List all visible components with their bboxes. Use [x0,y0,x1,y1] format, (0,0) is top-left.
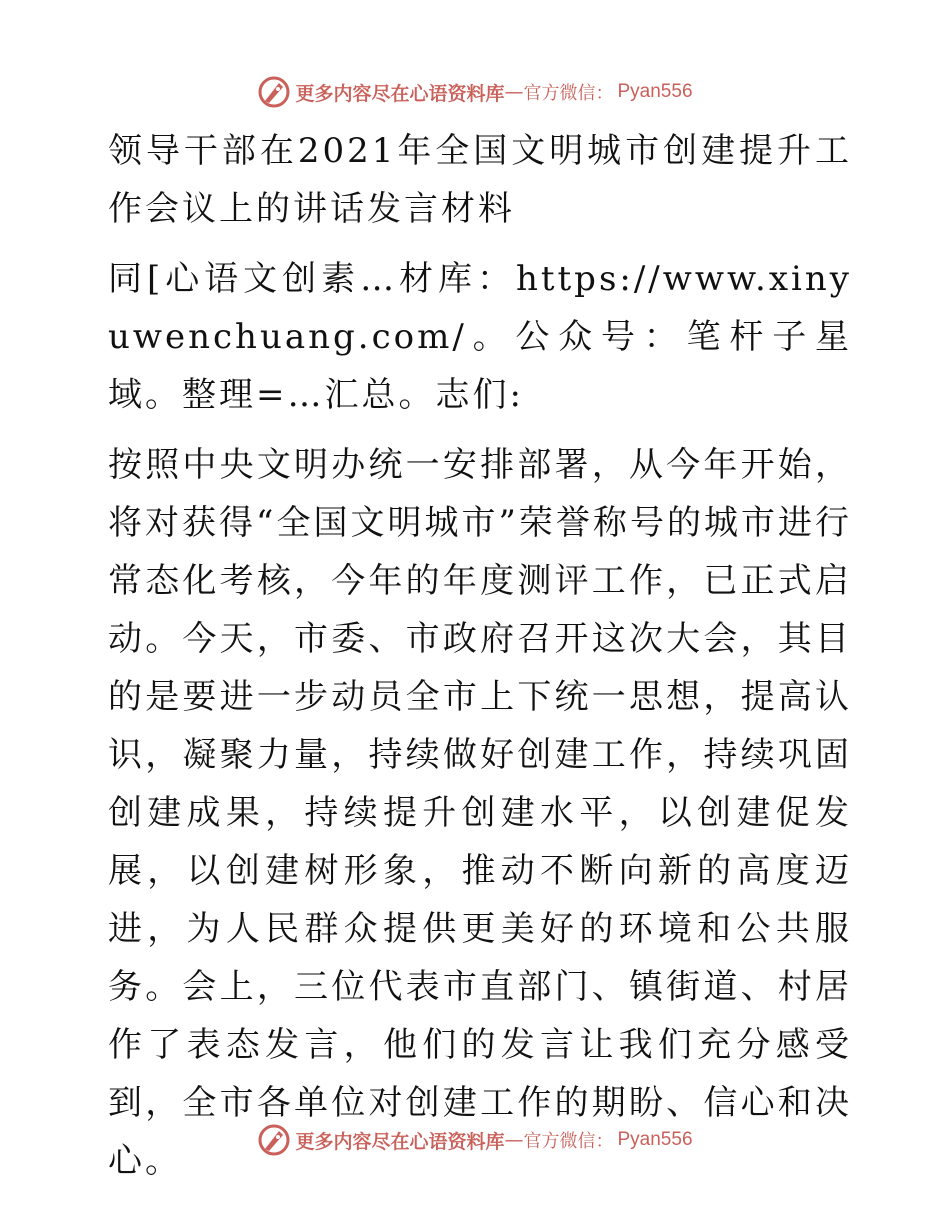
watermark-dash: — [504,1129,524,1151]
body-paragraph: 按照中央文明办统一安排部署，从今年开始，将对获得“全国文明城市”荣誉称号的城市进行常态化考核，今年的年度测评工作，已正式启动。今天，市委、市政府召开这次大会，其目的是要进一步动员全市上下统一思想，提高认识，凝聚力量，持续做好创建工作，持续巩固创建成果，持续提升创建水平，以创建促发展，以创建树形象，推动不断向新的高度迈进，为人民群众提供更美好的环境和公共服务。会上，三位代表市直部门、镇街道、村居作了表态发言，他们的发言让我们充分感受到，全市各单位对创建工作的期盼、信心和决心。 [108,445,852,1181]
header-watermark [0,72,950,112]
document-title: 领导干部在2021年全国文明城市创建提升工作会议上的讲话发言材料 [108,131,852,229]
watermark-sub-text: 官方微信： [523,1131,614,1152]
watermark-main-text: 更多内容尽在心语资料库 [295,82,505,105]
watermark-main-text: 更多内容尽在心语资料库 [295,1130,505,1153]
watermark-wechat-id: Pyan556 [617,1129,693,1150]
pen-nib-logo-icon [257,75,291,109]
watermark-sub-text: 官方微信： [523,83,614,104]
document-body [96,122,852,1190]
watermark-wechat-id: Pyan556 [617,81,693,102]
pen-nib-logo-icon [257,1123,291,1157]
watermark-dash: — [504,81,524,103]
document-salutation: 同[心语文创素…材库：https://www.xinyuwenchuang.com/。公众号：笔杆子星域。整理=…汇总。志们: [108,259,852,415]
footer-watermark [0,1120,950,1160]
